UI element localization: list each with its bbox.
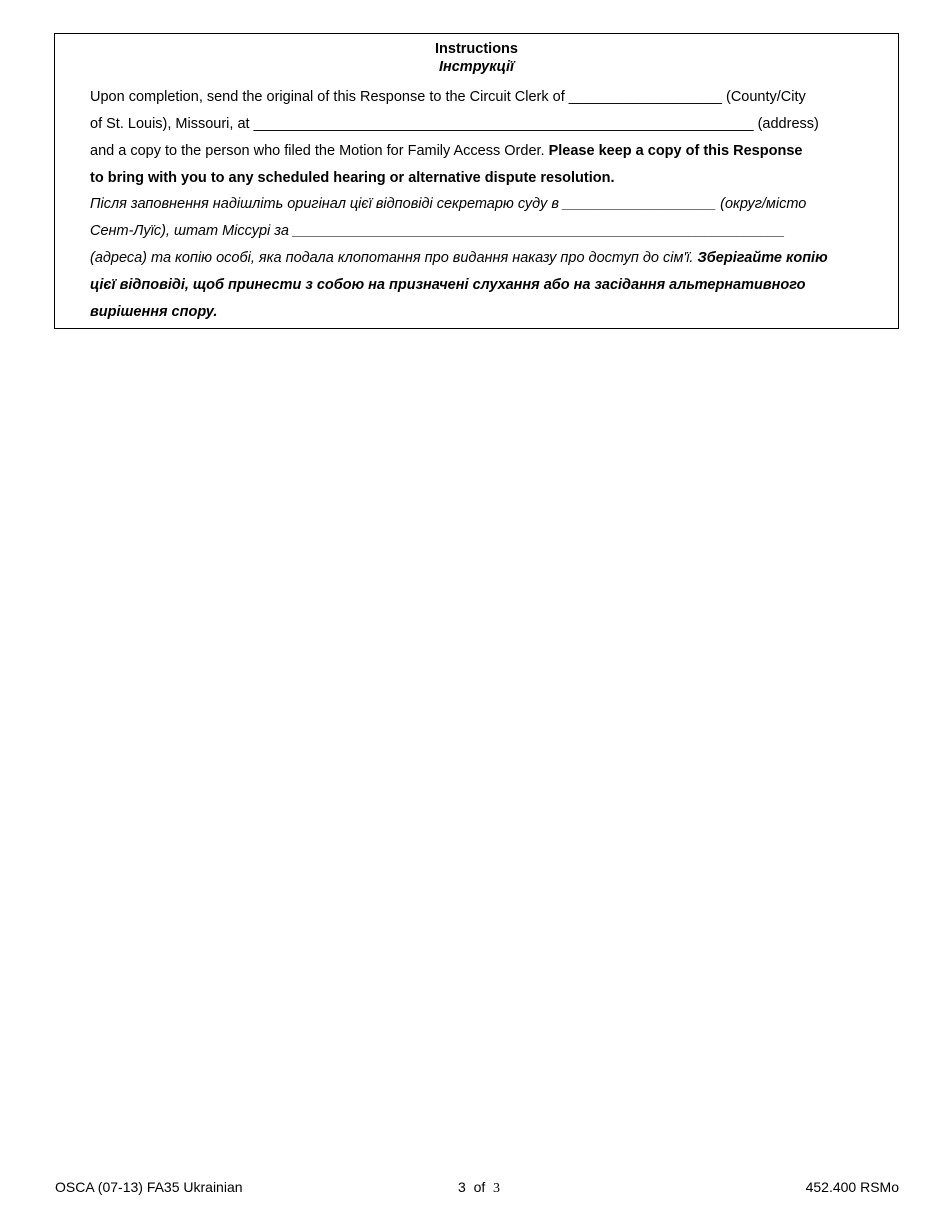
- instruction-uk-line-4: [90, 276, 805, 294]
- instruction-uk-line-5: [90, 303, 217, 321]
- instructions-title-uk: Інструкції: [438, 59, 515, 75]
- instruction-uk-bring-copy-text: цієї відповіді, щоб принести з собою на призначені слухання або на засідання альтернативного: [90, 277, 806, 293]
- footer-form-id: OSCA (07-13) FA35 Ukrainian: [55, 1179, 243, 1195]
- footer-statute: 452.400 RSMo: [805, 1179, 899, 1195]
- page-of: of: [473, 1179, 486, 1195]
- instruction-uk-line-2: Сент-Луїс), штат Міссурі за _____________________________________________________________: [90, 223, 785, 239]
- instruction-uk-line-1: Після заповнення надішліть оригінал цієї відповіді секретарю суду в ___________________ (округ/місто: [90, 196, 807, 212]
- instruction-en-keep-copy-text: Please keep a copy of this Response: [548, 143, 803, 159]
- instruction-en-line-3: [90, 142, 802, 160]
- page-total: 3: [493, 1181, 501, 1196]
- footer-page-number: [458, 1179, 500, 1197]
- instructions-box: [54, 33, 899, 329]
- instruction-en-bring-copy-text: to bring with you to any scheduled hearing or alternative dispute resolution.: [90, 170, 615, 186]
- instruction-uk-dispute-text: вирішення спору.: [90, 304, 218, 320]
- instruction-uk-line-3-text: (адреса) та копію особі, яка подала клопотання про видання наказу про доступ до сім'ї.: [90, 250, 698, 266]
- instruction-uk-line-3: [90, 249, 828, 267]
- instruction-en-line-3-text: and a copy to the person who filed the Motion for Family Access Order.: [90, 143, 549, 159]
- instructions-title-en: Instructions: [435, 41, 518, 57]
- instruction-en-line-4: [90, 169, 614, 187]
- instruction-en-line-2: of St. Louis), Missouri, at ______________________________________________________________ (address): [90, 116, 819, 132]
- instruction-uk-keep-copy-text: Зберігайте копію: [697, 250, 828, 266]
- instruction-en-line-1: Upon completion, send the original of this Response to the Circuit Clerk of ___________________ (County/City: [90, 89, 806, 105]
- page-current: 3: [458, 1179, 466, 1195]
